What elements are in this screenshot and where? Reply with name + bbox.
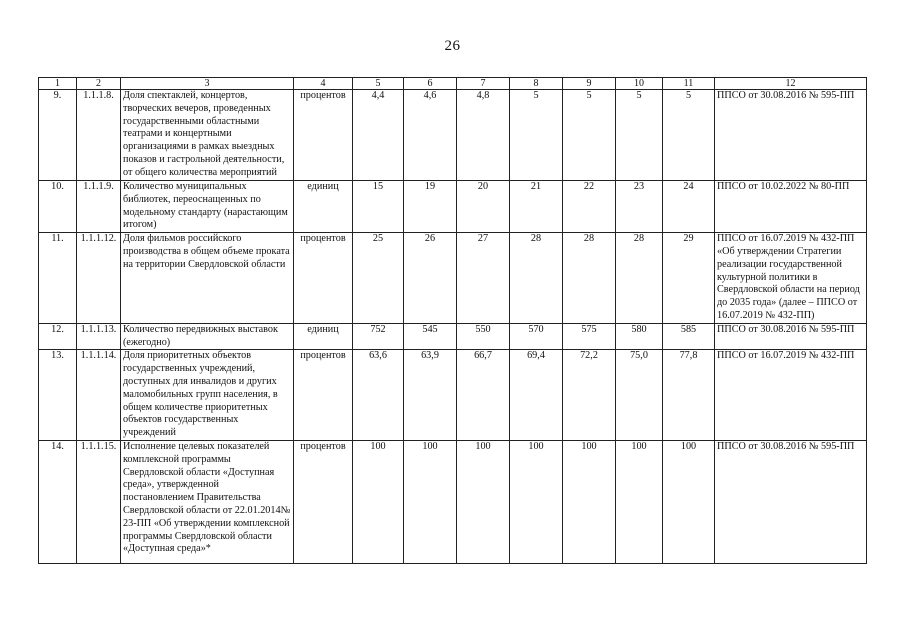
value-cell: 22 <box>563 181 616 233</box>
value-cell: 585 <box>663 323 715 350</box>
value-cell: 545 <box>404 323 457 350</box>
value-cell: 15 <box>353 181 404 233</box>
value-cell: 24 <box>663 181 715 233</box>
row-index: 10. <box>39 181 77 233</box>
column-number-row <box>39 78 867 90</box>
source-document: ППСО от 30.08.2016 № 595-ПП <box>715 90 867 181</box>
indicator-name: Доля фильмов российского производства в общем объеме проката на территории Свердловской области <box>121 233 294 324</box>
unit-of-measure: процентов <box>294 233 353 324</box>
value-cell: 66,7 <box>457 350 510 441</box>
value-cell: 100 <box>457 440 510 563</box>
table-row <box>39 90 867 181</box>
value-cell: 77,8 <box>663 350 715 441</box>
value-cell: 5 <box>563 90 616 181</box>
table-row <box>39 181 867 233</box>
indicator-name: Доля приоритетных объектов государственных учреждений, доступных для инвалидов и других маломобильных групп населения, в общем количестве приоритетных объектов государственных учреждений <box>121 350 294 441</box>
indicator-name: Количество муниципальных библиотек, переоснащенных по модельному стандарту (нарастающим итогом) <box>121 181 294 233</box>
value-cell: 29 <box>663 233 715 324</box>
indicator-code: 1.1.1.8. <box>77 90 121 181</box>
value-cell: 75,0 <box>616 350 663 441</box>
table-row <box>39 440 867 563</box>
unit-of-measure: процентов <box>294 440 353 563</box>
value-cell: 72,2 <box>563 350 616 441</box>
column-header: 4 <box>294 78 353 90</box>
table-row <box>39 323 867 350</box>
value-cell: 570 <box>510 323 563 350</box>
value-cell: 20 <box>457 181 510 233</box>
value-cell: 5 <box>510 90 563 181</box>
value-cell: 100 <box>663 440 715 563</box>
table-body <box>39 78 867 564</box>
value-cell: 26 <box>404 233 457 324</box>
value-cell: 63,9 <box>404 350 457 441</box>
source-document: ППСО от 30.08.2016 № 595-ПП <box>715 323 867 350</box>
value-cell: 19 <box>404 181 457 233</box>
source-document: ППСО от 16.07.2019 № 432-ПП <box>715 350 867 441</box>
indicator-name: Количество передвижных выставок (ежегодно) <box>121 323 294 350</box>
row-index: 11. <box>39 233 77 324</box>
value-cell: 5 <box>616 90 663 181</box>
value-cell: 580 <box>616 323 663 350</box>
value-cell: 28 <box>510 233 563 324</box>
source-document: ППСО от 30.08.2016 № 595-ПП <box>715 440 867 563</box>
column-header: 9 <box>563 78 616 90</box>
value-cell: 25 <box>353 233 404 324</box>
row-index: 9. <box>39 90 77 181</box>
value-cell: 28 <box>563 233 616 324</box>
value-cell: 752 <box>353 323 404 350</box>
column-header: 11 <box>663 78 715 90</box>
indicators-table <box>38 77 867 564</box>
column-header: 8 <box>510 78 563 90</box>
value-cell: 100 <box>510 440 563 563</box>
value-cell: 100 <box>616 440 663 563</box>
column-header: 2 <box>77 78 121 90</box>
value-cell: 69,4 <box>510 350 563 441</box>
value-cell: 100 <box>563 440 616 563</box>
table-row <box>39 233 867 324</box>
indicator-code: 1.1.1.15. <box>77 440 121 563</box>
indicator-code: 1.1.1.9. <box>77 181 121 233</box>
column-header: 5 <box>353 78 404 90</box>
row-index: 13. <box>39 350 77 441</box>
page-number: 26 <box>444 38 461 54</box>
table-row <box>39 350 867 441</box>
value-cell: 4,4 <box>353 90 404 181</box>
unit-of-measure: процентов <box>294 350 353 441</box>
unit-of-measure: единиц <box>294 323 353 350</box>
row-index: 12. <box>39 323 77 350</box>
value-cell: 21 <box>510 181 563 233</box>
value-cell: 63,6 <box>353 350 404 441</box>
value-cell: 100 <box>404 440 457 563</box>
value-cell: 4,8 <box>457 90 510 181</box>
value-cell: 28 <box>616 233 663 324</box>
value-cell: 575 <box>563 323 616 350</box>
column-header: 12 <box>715 78 867 90</box>
row-index: 14. <box>39 440 77 563</box>
indicator-code: 1.1.1.14. <box>77 350 121 441</box>
value-cell: 550 <box>457 323 510 350</box>
source-document: ППСО от 10.02.2022 № 80-ПП <box>715 181 867 233</box>
column-header: 10 <box>616 78 663 90</box>
value-cell: 100 <box>353 440 404 563</box>
unit-of-measure: единиц <box>294 181 353 233</box>
indicator-name: Исполнение целевых показателей комплексной программы Свердловской области «Доступная среда», утвержденной постановлением Правительства Свердловской области от 22.01.2014№ 23-ПП «Об утверждении комплексной программы Свердловской области «Доступная среда»* <box>121 440 294 563</box>
value-cell: 27 <box>457 233 510 324</box>
indicator-name: Доля спектаклей, концертов, творческих вечеров, проведенных государственными областными театрами и концертными организациями в рамках выездных показов и гастрольной деятельности, от общего количества мероприятий <box>121 90 294 181</box>
column-header: 7 <box>457 78 510 90</box>
value-cell: 4,6 <box>404 90 457 181</box>
indicator-code: 1.1.1.12. <box>77 233 121 324</box>
column-header: 1 <box>39 78 77 90</box>
value-cell: 23 <box>616 181 663 233</box>
indicator-code: 1.1.1.13. <box>77 323 121 350</box>
column-header: 3 <box>121 78 294 90</box>
source-document: ППСО от 16.07.2019 № 432-ПП «Об утверждении Стратегии реализации государственной культурной политики в Свердловской области на период до 2035 года» (далее – ППСО от 16.07.2019 № 432-ПП) <box>715 233 867 324</box>
value-cell: 5 <box>663 90 715 181</box>
unit-of-measure: процентов <box>294 90 353 181</box>
column-header: 6 <box>404 78 457 90</box>
